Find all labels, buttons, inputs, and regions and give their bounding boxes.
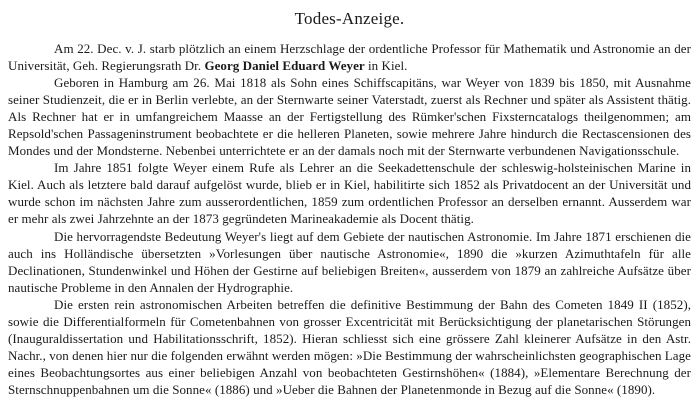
paragraph-astronomical-works: Die ersten rein astronomischen Arbeiten betreffen die definitive Bestimmung der Bahn des Cometen 1849 II (1852), sowie die Differentialformeln für Cometenbahnen von grosser Excentricität mit Berücksichtigung der planetarischen Störungen (Inauguraldissertation und Habilitationsschrift, 1852). Hieran schliesst sich eine grössere Zahl kleinerer Aufsätze in den Astr. Nachr., von denen hier nur die folgenden erwähnt werden mögen: »Die Bestimmung der wahrscheinlichsten geographischen Lage eines Beobachtungsortes aus einer beliebigen Anzahl von beobachteten Gestirnshöhen« (1884), »Elementare Berechnung der Sternschnuppenbahnen um die Sonne« (1886) und »Ueber die Bahnen der Planetenmonde in Bezug auf die Sonne« (1890). [8, 296, 691, 397]
announcement-text-before: Am 22. Dec. v. J. starb plötzlich an einem Herzschlage der ordentliche Professor für Mathematik und Astronomie an der Universität, Geh. Regierungsrath Dr. [8, 41, 691, 74]
paragraph-early-life: Geboren in Hamburg am 26. Mai 1818 als Sohn eines Schiffscapitäns, war Weyer von 1839 bis 1850, mit Ausnahme seiner Studienzeit, die er in Berlin verlebte, an der Sternwarte seiner Vaterstadt, zuerst als Rechner und später als Assistent thätig. Als Rechner hat er in umfangreichem Maasse an der Fertigstellung des Rümker'schen Fixsterncatalogs theilgenommen; am Repsold'schen Passageninstrument beobachtete er die helleren Planeten, sowie mehrere Jahre hindurch die Rectascensionen des Mondes und der Mondsterne. Nebenbei unterrichtete er an der damals noch mit der Sternwarte verbundenen Navigationsschule. [8, 75, 691, 159]
announcement-text-after: in Kiel. [364, 58, 408, 74]
paragraph-kiel-career: Im Jahre 1851 folgte Weyer einem Rufe als Lehrer an die Seekadettenschule der schleswig-holsteinischen Marine in Kiel. Auch als letztere bald darauf aufgelöst wurde, blieb er in Kiel, habilitirte sich 1852 als Privatdocent an der Universität und wurde schon im nächsten Jahre zum ausserordentlichen, 1859 zum ordentlichen Professor an derselben ernannt. Ausserdem war er mehr als zwei Jahrzehnte an der 1873 gegründeten Marineakademie als Docent thätig. [8, 160, 691, 227]
paragraph-nautical-astronomy: Die hervorragendste Bedeutung Weyer's liegt auf dem Gebiete der nautischen Astronomie. Im Jahre 1871 erschienen die auch ins Holländische übersetzten »Vorlesungen über nautische Astronomie«, 1890 die »kurzen Azimuthtafeln für alle Declinationen, Stundenwinkel und Höhen der Gestirne auf beliebigen Breiten«, ausserdem von 1879 an zahlreiche Aufsätze über nautische Probleme in den Annalen der Hydrographie. [8, 228, 691, 295]
paragraph-announcement [8, 40, 691, 74]
deceased-name: Georg Daniel Eduard Weyer [204, 58, 365, 74]
document-title: Todes-Anzeige. [294, 9, 405, 28]
